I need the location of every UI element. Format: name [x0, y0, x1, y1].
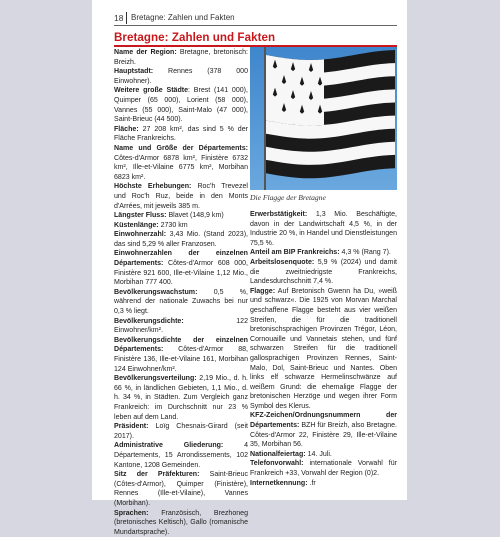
fact-entry [250, 479, 397, 489]
fact-label: Internetkennung: [250, 480, 308, 487]
fact-entry [114, 48, 248, 67]
fact-text: 5,9 % (2024) und damit die zweitniedrigste Frankreichs, Landesdurchschnitt 7,4 %. [250, 259, 397, 285]
fact-text: 2,19 Mio., d. h. 66 %, in ländlichen Gebieten, 1,1 Mio., d. h. 34 %, in Städten. Zum Vergleich ganz Frankreich: im Durchschnitt nur 23 % leben auf dem Land. [114, 375, 248, 420]
fact-text: : Brest (141 000), Quimper (65 000), Lorient (58 000), Vannes (55 000), Saint-Malo (47 000), Saint-Brieuc (44 500). [114, 87, 248, 123]
fact-label: Längster Fluss: [114, 212, 166, 219]
fact-text: 122 Einwohner/km². [114, 318, 248, 335]
book-page [92, 0, 407, 500]
fact-label: Bevölkerungsdichte der einzelnen Départements: [114, 337, 248, 354]
fact-label: Flagge: [250, 288, 275, 295]
fact-text: 0,5 %, während der nationale Zuwachs bei nur 0,3 % liegt. [114, 289, 248, 315]
fact-text: Roc'h Trevezel und Roc'h Ruz, beide in den Monts d'Arrées, mit jeweils 385 m. [114, 183, 248, 209]
fact-entry [114, 144, 248, 182]
fact-text: 2730 km [159, 222, 188, 229]
fact-label: Sitz der Präfekturen: [114, 471, 199, 478]
fact-entry [114, 125, 248, 144]
fact-entry [114, 422, 248, 441]
fact-entry [250, 411, 397, 449]
fact-label: Weitere große Städte [114, 87, 188, 94]
running-title: Bretagne: Zahlen und Fakten [131, 13, 235, 22]
flag-pole [264, 47, 266, 190]
page-number: 18 [114, 13, 123, 23]
fact-entry [250, 210, 397, 248]
fact-entry [114, 249, 248, 287]
fact-text: Französisch, Brezhoneg (bretonisches Keltisch), Gallo (romanische Mundartsprache). [114, 510, 248, 536]
fact-label: Bevölkerungsdichte: [114, 318, 184, 325]
fact-text: Auf Bretonisch Gwenn ha Du, »weiß und schwarz«. Die 1925 von Morvan Marchal geschaffene Flagge besteht aus vier weißen Streifen, die für die traditionell bretonischsprachigen Provinzen Trégor, Léon, Cornouaille und Vannetais stehen, und fünf schwarzen Streifen für die traditionell gallosprachigen Provinzen Rennes, Saint-Malo, Dol, Saint-Brieuc und Nantes. Oben links elf schwarze Hermelinschwänze auf weißem Grund: die ehemalige Flagge der bretonischen Herzöge und wegen ihrer Form Symbol des Klerus. [250, 288, 397, 410]
section-title: Bretagne: Zahlen und Fakten [114, 31, 275, 44]
breton-flag-photo [250, 47, 397, 190]
fact-label: Erwerbstätigkeit: [250, 211, 307, 218]
fact-entry [114, 221, 248, 231]
fact-label: Telefonvorwahl: [250, 460, 304, 467]
fact-entry [114, 86, 248, 124]
fact-text: Blavet (148,9 km) [166, 212, 223, 219]
fact-label: Höchste Erhebungen: [114, 183, 191, 190]
fact-text: Saint-Brieuc (Côtes-d'Armor), Quimper (Finistère), Rennes (Ille-et-Vilaine), Vannes (Morbihan). [114, 471, 248, 507]
header-rule [114, 25, 397, 26]
fact-text: Côtes-d'Armor 608 000, Finistère 921 600, Ille-et-Vilaine 1,12 Mio., Morbihan 777 400. [114, 260, 248, 286]
fact-text: Bretagne, bretonisch: Breizh. [114, 49, 248, 66]
fact-entry [114, 317, 248, 336]
fact-entry [250, 258, 397, 287]
fact-text: 4,3 % (Rang 7). [340, 249, 391, 256]
fact-label: Einwohnerzahl: [114, 231, 166, 238]
fact-label: Anteil am BIP Frankreichs: [250, 249, 340, 256]
figure-caption: Die Flagge der Bretagne [250, 193, 326, 202]
fact-text: 4 Départements, 15 Arrondissements, 102 Kantone, 1208 Gemeinden. [114, 442, 248, 468]
fact-label: Administrative Gliederung: [114, 442, 223, 449]
facts-column-right [250, 210, 397, 488]
fact-text: 27 208 km², das sind 5 % der Fläche Frankreichs. [114, 126, 248, 143]
fact-text: BZH für Breizh, also Bretagne. Côtes-d'Armor 22, Finistère 29, Ille-et-Vilaine 35, Morbihan 56. [250, 422, 397, 448]
fact-label: Name und Größe der Départements: [114, 145, 248, 152]
flag-body [266, 50, 395, 178]
fact-label: Nationalfeiertag: [250, 451, 306, 458]
fact-entry [114, 288, 248, 317]
fact-entry [250, 248, 397, 258]
fact-label: Präsident: [114, 423, 148, 430]
fact-entry [114, 67, 248, 86]
fact-text: internationale Vorwahl für Frankreich +33, Vorwahl der Region (0)2. [250, 460, 397, 477]
fact-text: 3,43 Mio. (Stand 2023), das sind 5,29 % aller Franzosen. [114, 231, 248, 248]
fact-label: Name der Region: [114, 49, 177, 56]
fact-text: Côtes-d'Armor 6878 km², Finistère 6732 km², Ille-et-Vilaine 6775 km², Morbihan 6823 km². [114, 155, 248, 181]
fact-entry [250, 459, 397, 478]
fact-text: Rennes (378 000 Einwohner). [114, 68, 248, 85]
fact-label: Sprachen: [114, 510, 148, 517]
fact-label: Hauptstadt: [114, 68, 153, 75]
fact-label: Bevölkerungsverteilung: [114, 375, 197, 382]
fact-label: Arbeitslosenquote: [250, 259, 314, 266]
fact-text: Côtes-d'Armor 88, Finistère 136, Ille-et-Vilaine 161, Morbihan 124 Einwohner/km². [114, 346, 248, 372]
fact-label: Bevölkerungswachstum: [114, 289, 197, 296]
fact-entry [114, 230, 248, 249]
fact-label: Einwohnerzahlen der einzelnen Départements: [114, 250, 248, 267]
header-separator [126, 12, 127, 24]
fact-entry [250, 287, 397, 412]
fact-text: .fr [308, 480, 316, 487]
facts-column-left [114, 48, 248, 537]
fact-label: Fläche: [114, 126, 139, 133]
fact-entry [114, 441, 248, 470]
running-header [114, 12, 397, 25]
fact-text: 1,3 Mio. Beschäftigte, davon in der Landwirtschaft 4,5 %, in der Industrie 20 %, in Handel und Dienstleistungen 75,5 %. [250, 211, 397, 247]
fact-entry [114, 374, 248, 422]
fact-entry [114, 336, 248, 374]
fact-label: KFZ-Zeichen/Ordnungsnummern der Départements: [250, 412, 397, 429]
fact-label: Küstenlänge: [114, 222, 159, 229]
fact-entry [114, 182, 248, 211]
fact-entry [114, 211, 248, 221]
fact-entry [250, 450, 397, 460]
fact-text: Loïg Chesnais-Girard (seit 2017). [114, 423, 248, 440]
fact-entry [114, 509, 248, 537]
fact-text: 14. Juli. [306, 451, 332, 458]
fact-entry [114, 470, 248, 508]
